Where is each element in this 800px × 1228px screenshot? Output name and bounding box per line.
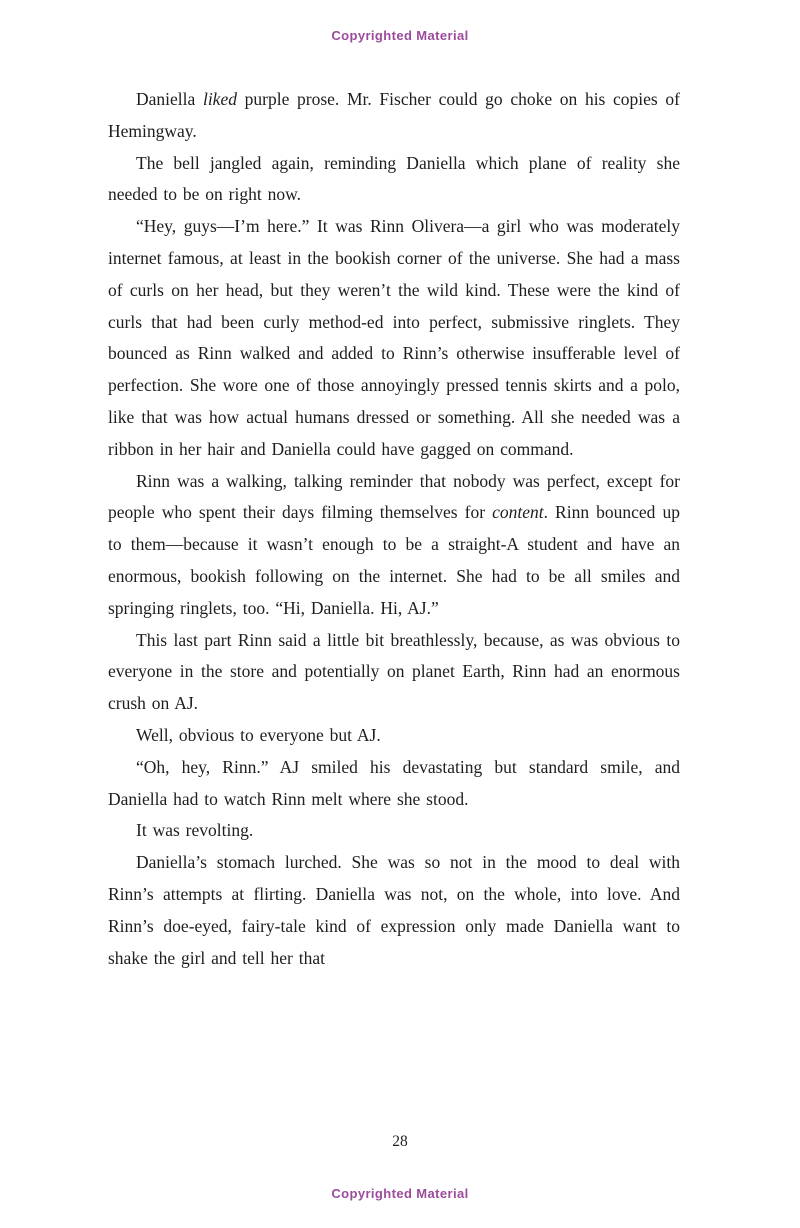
paragraph bbox=[108, 148, 680, 212]
text-run: Rinn was a walking, talking reminder that nobody was perfect, except for people who spent their days filming themselves for bbox=[108, 470, 680, 523]
copyright-notice-top: Copyrighted Material bbox=[331, 28, 469, 43]
text-run: Well, obvious to everyone but AJ. bbox=[136, 724, 381, 745]
paragraph bbox=[108, 625, 680, 720]
italic-text: content bbox=[492, 502, 544, 523]
paragraph bbox=[108, 815, 680, 847]
paragraph bbox=[108, 720, 680, 752]
paragraph bbox=[108, 847, 680, 974]
text-run: “Oh, hey, Rinn.” AJ smiled his devastating but standard smile, and Daniella had to watch Rinn melt where she stood. bbox=[108, 756, 680, 809]
text-run: “Hey, guys—I’m here.” It was Rinn Olivera—a girl who was moderately internet famous, at least in the bookish corner of the universe. She had a mass of curls on her head, but they weren’t the wild kind. These were the kind of curls that had been curly method-ed into perfect, submissive ringlets. They bounced as Rinn walked and added to Rinn’s otherwise insufferable level of perfection. She wore one of those annoyingly pressed tennis skirts and a polo, like that was how actual humans dressed or something. All she needed was a ribbon in her hair and Daniella could have gagged on command. bbox=[108, 216, 680, 459]
text-run: It was revolting. bbox=[136, 820, 254, 841]
paragraph bbox=[108, 211, 680, 465]
text-run: Daniella’s stomach lurched. She was so not in the mood to deal with Rinn’s attempts at flirting. Daniella was not, on the whole, into love. And Rinn’s doe-eyed, fairy-tale kind of expression only made Daniella want to shake the girl and tell her that bbox=[108, 852, 680, 968]
page-body bbox=[108, 84, 680, 974]
copyright-notice-bottom: Copyrighted Material bbox=[331, 1186, 469, 1201]
paragraph bbox=[108, 84, 680, 148]
text-run: Daniella bbox=[136, 89, 203, 109]
page-number: 28 bbox=[392, 1133, 408, 1150]
italic-text: liked bbox=[202, 89, 237, 109]
text-run: . Rinn bounced up to them—because it wasn’t enough to be a straight-A student and have an enormous, bookish following on the internet. She had to be all smiles and springing ringlets, too. “Hi, Daniella. Hi, AJ.” bbox=[108, 502, 680, 618]
text-run: The bell jangled again, reminding Daniella which plane of reality she needed to be on right now. bbox=[108, 152, 680, 205]
text-run: purple prose. Mr. Fischer could go choke on his copies of Hemingway. bbox=[108, 89, 680, 141]
text-run: This last part Rinn said a little bit breathlessly, because, as was obvious to everyone in the store and potentially on planet Earth, Rinn had an enormous crush on AJ. bbox=[108, 629, 680, 714]
paragraph bbox=[108, 466, 680, 625]
paragraph bbox=[108, 752, 680, 816]
